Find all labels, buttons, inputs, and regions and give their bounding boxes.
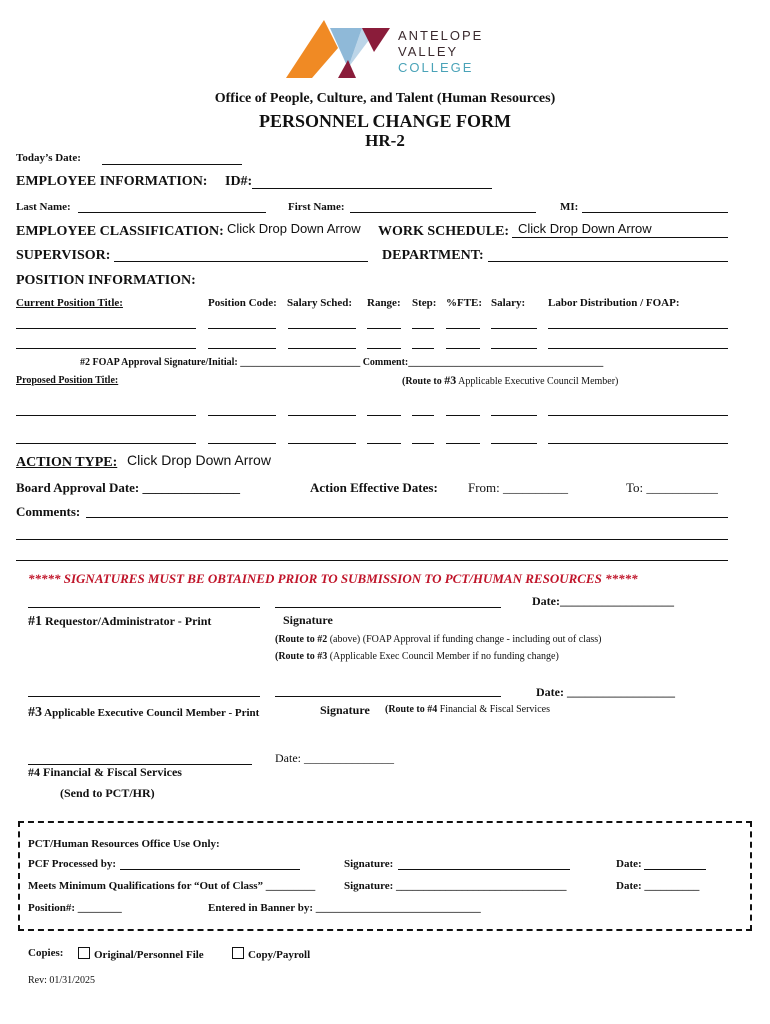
revision-date: Rev: 01/31/2025 [28,975,95,986]
requestor-print-line[interactable] [28,607,260,608]
route-to-3-note: (Route to #3 (Applicable Exec Council Member if no funding change) [275,651,559,662]
copy-payroll-option[interactable]: Copy/Payroll [232,947,310,961]
exec-date[interactable]: Date: __________________ [536,685,675,699]
foap-approval-line[interactable]: #2 FOAP Approval Signature/Initial: ________________________ Comment:_______________________________________ [80,357,604,368]
current-title-label: Current Position Title: [16,297,123,309]
proposed-title-label: Proposed Position Title: [16,375,119,386]
col-step: Step: [412,297,437,309]
original-checkbox[interactable] [78,947,90,959]
pcf-processed-label: PCF Processed by: [28,858,116,870]
supervisor-label: SUPERVISOR: [16,248,111,263]
logo-line3: COLLEGE [398,60,474,75]
classification-label: EMPLOYEE CLASSIFICATION: [16,224,224,239]
office-date-2[interactable]: Date: __________ [616,880,700,892]
to-date-field[interactable]: To: ___________ [626,480,718,495]
pcf-processed-field[interactable] [120,869,300,870]
employee-info-heading: EMPLOYEE INFORMATION: [16,174,208,189]
first-name-field[interactable] [350,212,536,213]
exec-signature-line[interactable] [275,696,501,697]
route-to-2-note: (Route to #2 (above) (FOAP Approval if funding change - including out of class) [275,634,602,645]
from-date-field[interactable]: From: __________ [468,480,569,495]
payroll-checkbox[interactable] [232,947,244,959]
requestor-label: #1 Requestor/Administrator - Print [28,614,212,629]
position-info-heading: POSITION INFORMATION: [16,273,196,288]
work-schedule-underline [512,237,728,238]
fiscal-date[interactable]: Date: _______________ [275,751,394,765]
comments-line-3[interactable] [16,560,728,561]
work-schedule-label: WORK SCHEDULE: [378,224,510,239]
copies-label: Copies: [28,947,64,959]
col-position-code: Position Code: [208,297,277,309]
action-type-label: ACTION TYPE: [16,455,118,470]
office-signature-field[interactable] [398,869,570,870]
todays-date-label: Today’s Date: [16,152,81,164]
effective-dates-label: Action Effective Dates: [310,480,438,495]
office-date-label: Date: [616,858,642,870]
comments-label: Comments: [16,504,81,519]
col-fte: %FTE: [446,297,483,309]
route-note-3: (Route to #3 Applicable Executive Council Member) [402,373,619,387]
col-labor-foap: Labor Distribution / FOAP: [548,297,680,309]
supervisor-field[interactable] [114,261,368,262]
min-qualifications[interactable]: Meets Minimum Qualifications for “Out of Class” _________ [28,880,316,892]
id-field[interactable] [252,188,492,189]
entered-in-banner[interactable]: Entered in Banner by: ______________________________ [208,902,481,914]
office-signature-label: Signature: [344,858,394,870]
exec-print-line[interactable] [28,696,260,697]
form-code: HR-2 [365,131,405,150]
mi-field[interactable] [582,212,728,213]
office-use-heading: PCT/Human Resources Office Use Only: [28,838,220,850]
office-signature-2[interactable]: Signature: _______________________________ [344,880,567,892]
logo-mark-icon [286,20,396,82]
office-name: Office of People, Culture, and Talent (Human Resources) [214,91,556,106]
requestor-signature-line[interactable] [275,607,501,608]
logo-line2: VALLEY [398,44,459,59]
todays-date-field[interactable] [102,164,242,165]
mi-label: MI: [560,201,579,213]
classification-dropdown[interactable]: Click Drop Down Arrow [227,221,361,236]
copy-original-option[interactable]: Original/Personnel File [78,947,204,961]
logo-line1: ANTELOPE [398,28,484,43]
route-to-4-note: (Route to #4 Financial & Fiscal Services [385,704,550,715]
work-schedule-dropdown[interactable]: Click Drop Down Arrow [518,221,652,236]
department-field[interactable] [488,261,728,262]
signatures-warning: ***** SIGNATURES MUST BE OBTAINED PRIOR TO SUBMISSION TO PCT/HUMAN RESOURCES ***** [28,571,638,586]
col-range: Range: [367,297,401,309]
last-name-field[interactable] [78,212,266,213]
id-label: ID#: [225,174,253,189]
college-logo [286,20,486,82]
requestor-signature-label: Signature [283,613,333,627]
first-name-label: First Name: [288,201,345,213]
form-title: PERSONNEL CHANGE FORM [258,111,512,131]
fiscal-label: #4 Financial & Fiscal Services [28,765,182,779]
office-date-field[interactable] [644,869,706,870]
col-salary-sched: Salary Sched: [287,297,353,309]
send-to-pct: (Send to PCT/HR) [60,786,155,800]
board-approval-date[interactable]: Board Approval Date: _______________ [16,480,241,495]
exec-label: #3 Applicable Executive Council Member - Print [28,705,260,720]
comments-line-2[interactable] [16,539,728,540]
action-type-dropdown[interactable]: Click Drop Down Arrow [127,452,271,468]
position-number[interactable]: Position#: ________ [28,902,122,914]
department-label: DEPARTMENT: [382,248,484,263]
col-salary: Salary: [491,297,526,309]
comments-line-1[interactable] [86,517,728,518]
last-name-label: Last Name: [16,201,71,213]
requestor-date[interactable]: Date:___________________ [532,594,674,608]
exec-signature-label: Signature [320,703,370,717]
